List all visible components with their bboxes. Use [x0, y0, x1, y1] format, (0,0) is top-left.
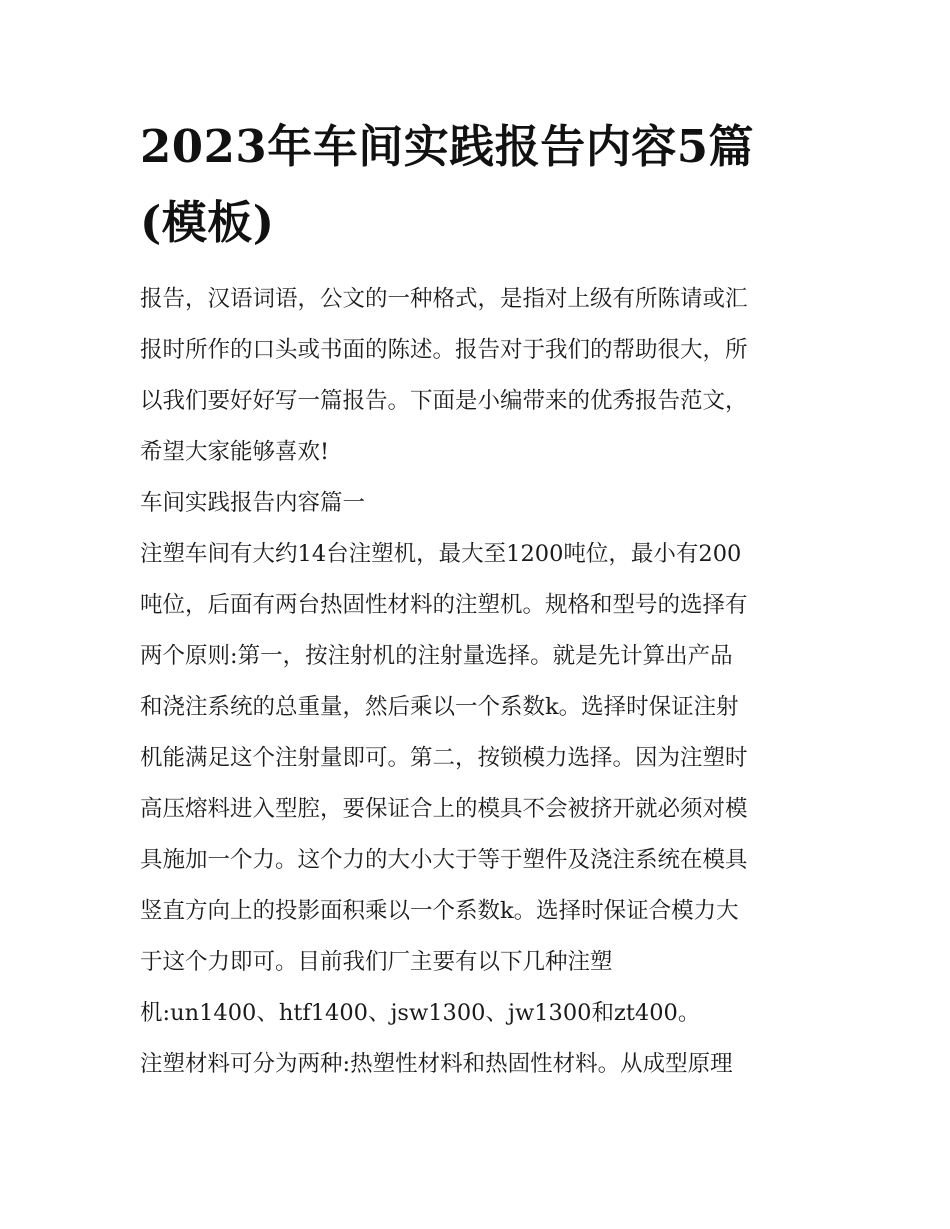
text-line: 注塑车间有大约14台注塑机，最大至1200吨位，最小有200	[140, 541, 742, 567]
body-paragraph	[140, 529, 812, 1039]
text-line: 注塑材料可分为两种:热塑性材料和热固性材料。从成型原理	[140, 1051, 733, 1077]
text-line: 希望大家能够喜欢!	[140, 439, 330, 465]
text-line: 车间实践报告内容篇一	[140, 490, 366, 516]
intro-paragraph	[140, 274, 812, 478]
document-body	[140, 274, 812, 1090]
body-paragraph	[140, 1039, 812, 1090]
text-line: 报时所作的口头或书面的陈述。报告对于我们的帮助很大，所	[140, 337, 748, 363]
title-line: (模板)	[140, 196, 275, 249]
text-line: 和浇注系统的总重量，然后乘以一个系数k。选择时保证注射	[140, 694, 739, 720]
section-heading	[140, 478, 812, 529]
text-line: 两个原则:第一，按注射机的注射量选择。就是先计算出产品	[140, 643, 733, 669]
title-line: 2023年车间实践报告内容5篇	[140, 120, 755, 173]
text-line: 具施加一个力。这个力的大小大于等于塑件及浇注系统在模具	[140, 847, 748, 873]
text-line: 机能满足这个注射量即可。第二，按锁模力选择。因为注塑时	[140, 745, 748, 771]
text-line: 机:un1400、htf1400、jsw1300、jw1300和zt400。	[140, 1000, 701, 1026]
text-line: 吨位，后面有两台热固性材料的注塑机。规格和型号的选择有	[140, 592, 748, 618]
document-title	[140, 118, 812, 252]
text-line: 于这个力即可。目前我们厂主要有以下几种注塑	[140, 949, 613, 975]
text-line: 以我们要好好写一篇报告。下面是小编带来的优秀报告范文，	[140, 388, 748, 414]
text-line: 竖直方向上的投影面积乘以一个系数k。选择时保证合模力大	[140, 898, 739, 924]
text-line: 高压熔料进入型腔，要保证合上的模具不会被挤开就必须对模	[140, 796, 748, 822]
document-page	[140, 118, 812, 1090]
text-line: 报告，汉语词语，公文的一种格式，是指对上级有所陈请或汇	[140, 286, 748, 312]
